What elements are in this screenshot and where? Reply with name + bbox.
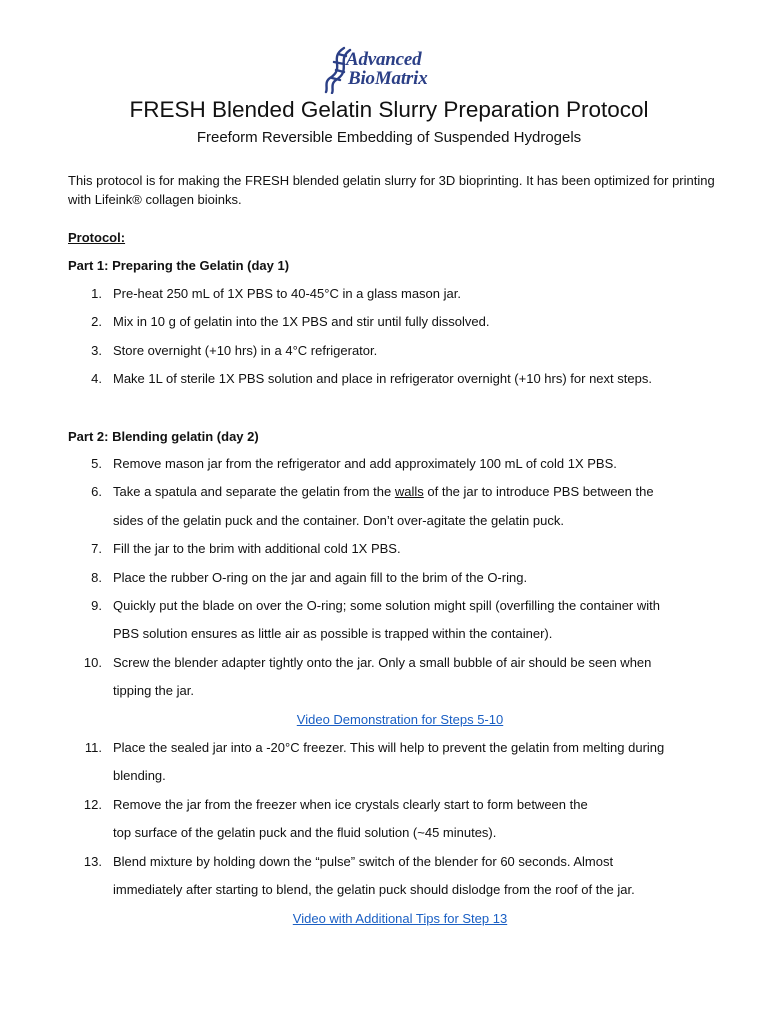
intro-paragraph: This protocol is for making the FRESH blended gelatin slurry for 3D bioprinting. It has been optimized for printing with Lifeink® collagen bioinks. <box>68 173 715 207</box>
step-number: 1. <box>91 286 102 301</box>
step-text-line2: PBS solution ensures as little air as possible is trapped within the container). <box>113 626 553 642</box>
step-number: 6. <box>91 484 102 500</box>
step-number: 12. <box>83 796 102 812</box>
step-number: 13. <box>83 853 102 869</box>
underlined-word: walls <box>394 484 424 500</box>
list-item <box>68 308 718 336</box>
step-number: 2. <box>91 314 102 330</box>
part1-steps <box>68 280 718 394</box>
step-text: Blend mixture by holding down the “pulse” switch of the blender for 60 seconds. Almost <box>113 853 614 869</box>
step-text: Fill the jar to the brim with additional cold 1X PBS. <box>113 541 401 557</box>
step-text: Place the sealed jar into a -20°C freezer. This will help to prevent the gelatin from melting during <box>113 740 665 755</box>
step-number: 10. <box>83 654 102 670</box>
part2-steps-a <box>68 450 718 706</box>
logo-wordmark <box>346 50 428 88</box>
step-text: Remove mason jar from the refrigerator and add approximately 100 mL of cold 1X PBS. <box>113 456 617 471</box>
list-item <box>68 592 718 649</box>
list-item <box>68 791 718 848</box>
step-number: 5. <box>91 456 102 471</box>
step-text: Pre-heat 250 mL of 1X PBS to 40-45°C in a glass mason jar. <box>113 286 461 301</box>
company-logo <box>322 46 462 94</box>
step-text: Screw the blender adapter tightly onto the jar. Only a small bubble of air should be seen when <box>113 654 652 670</box>
step-text: of the jar to introduce PBS between the <box>423 484 654 500</box>
step-text: Quickly put the blade on over the O-ring; some solution might spill (overfilling the container with <box>113 598 660 614</box>
step-text-line2: top surface of the gelatin puck and the fluid solution (~45 minutes). <box>113 825 497 841</box>
step-text-line2: tipping the jar. <box>113 683 194 699</box>
document-subtitle: Freeform Reversible Embedding of Suspended Hydrogels <box>196 129 582 146</box>
step-text-line2: blending. <box>113 768 166 784</box>
document-title: FRESH Blended Gelatin Slurry Preparation Protocol <box>129 97 649 122</box>
step-number: 3. <box>91 342 102 358</box>
list-item <box>68 564 718 592</box>
part1-heading: Part 1: Preparing the Gelatin (day 1) <box>68 258 290 273</box>
part2-steps-b <box>68 734 718 904</box>
list-item <box>68 365 718 393</box>
list-item <box>68 478 718 535</box>
list-item <box>68 848 718 905</box>
step-number: 11. <box>84 740 102 755</box>
step-number: 7. <box>91 541 102 557</box>
list-item <box>68 280 718 308</box>
part2-heading: Part 2: Blending gelatin (day 2) <box>68 429 259 444</box>
protocol-label: Protocol: <box>68 230 126 245</box>
list-item <box>68 337 718 365</box>
logo-line-1: Advanced <box>346 49 422 70</box>
list-item <box>68 450 718 478</box>
video-demonstration-link[interactable]: Video Demonstration for Steps 5-10 <box>296 712 504 727</box>
step-text: Store overnight (+10 hrs) in a 4°C refrigerator. <box>113 342 378 358</box>
list-item <box>68 535 718 563</box>
step-text: Remove the jar from the freezer when ice crystals clearly start to form between the <box>113 796 588 812</box>
step-text: Place the rubber O-ring on the jar and again fill to the brim of the O-ring. <box>113 569 528 585</box>
step-text: Mix in 10 g of gelatin into the 1X PBS and stir until fully dissolved. <box>113 314 490 330</box>
step-number: 8. <box>91 569 102 585</box>
step-text-line2: sides of the gelatin puck and the container. Don’t over-agitate the gelatin puck. <box>113 512 564 528</box>
step-text: Make 1L of sterile 1X PBS solution and place in refrigerator overnight (+10 hrs) for next steps. <box>113 371 652 387</box>
list-item <box>68 649 718 706</box>
step-text-line2: immediately after starting to blend, the gelatin puck should dislodge from the roof of the jar. <box>113 882 635 898</box>
step-text: Take a spatula and separate the gelatin from the <box>113 484 395 500</box>
list-item <box>68 734 718 791</box>
step-number: 4. <box>91 371 102 387</box>
step-number: 9. <box>91 598 102 614</box>
logo-line-2: BioMatrix <box>348 68 428 89</box>
video-tips-link[interactable]: Video with Additional Tips for Step 13 <box>292 911 508 926</box>
